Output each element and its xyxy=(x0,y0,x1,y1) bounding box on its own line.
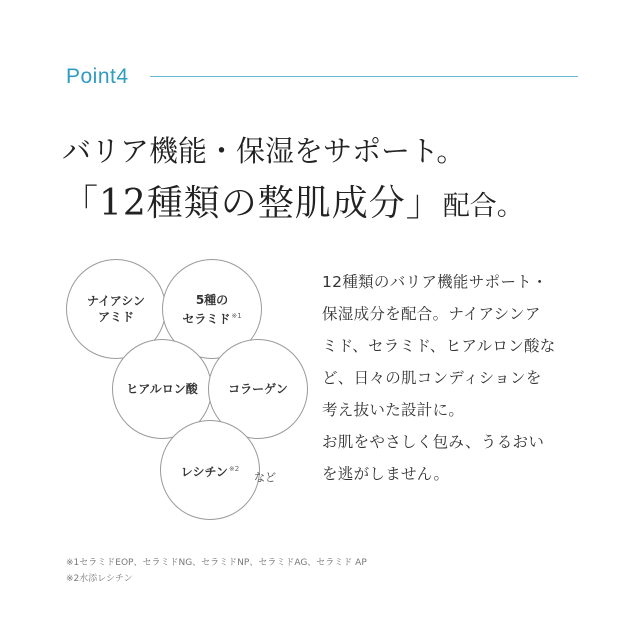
footnote-ceramide: ※1セラミドEOP、セラミドNG、セラミドNP、セラミドAG、セラミド AP xyxy=(66,558,367,568)
headline-emphasis: 「12種類の整肌成分」 xyxy=(62,183,443,224)
footnote-lecithin: ※2水添レシチン xyxy=(66,574,133,584)
etc-label: など xyxy=(254,471,276,484)
ingredient-label: ヒアルロン酸 xyxy=(126,382,198,396)
footnote-mark: ※1 xyxy=(231,311,242,320)
headline-line-2 xyxy=(62,184,524,227)
ingredient-circle-lecithin xyxy=(160,420,260,520)
description-text: 12種類のバリア機能サポート・ 保湿成分を配合。ナイアシンア ミド、セラミド、ヒアルロン酸な ど、日々の肌コンディションを 考え抜いた設計に。 お肌をやさしく包み、うるおい を逃がしません。 xyxy=(322,273,556,483)
point-heading xyxy=(66,62,578,94)
ingredient-label: 5種の セラミド$^{※1}$ xyxy=(182,292,242,326)
ingredient-label: ナイアシン アミド xyxy=(86,294,146,324)
footnotes xyxy=(66,555,367,587)
footnote-mark: ※2 xyxy=(228,464,240,473)
ingredient-label: コラーゲン xyxy=(228,382,288,396)
point-divider-line xyxy=(150,76,578,77)
ingredient-label: レシチン$^{※2}$ xyxy=(180,464,240,479)
headline-suffix: 配合。 xyxy=(442,191,524,222)
headline-line-1: バリア機能・保湿をサポート。 xyxy=(62,134,466,168)
point-label: Point4 xyxy=(66,65,129,88)
